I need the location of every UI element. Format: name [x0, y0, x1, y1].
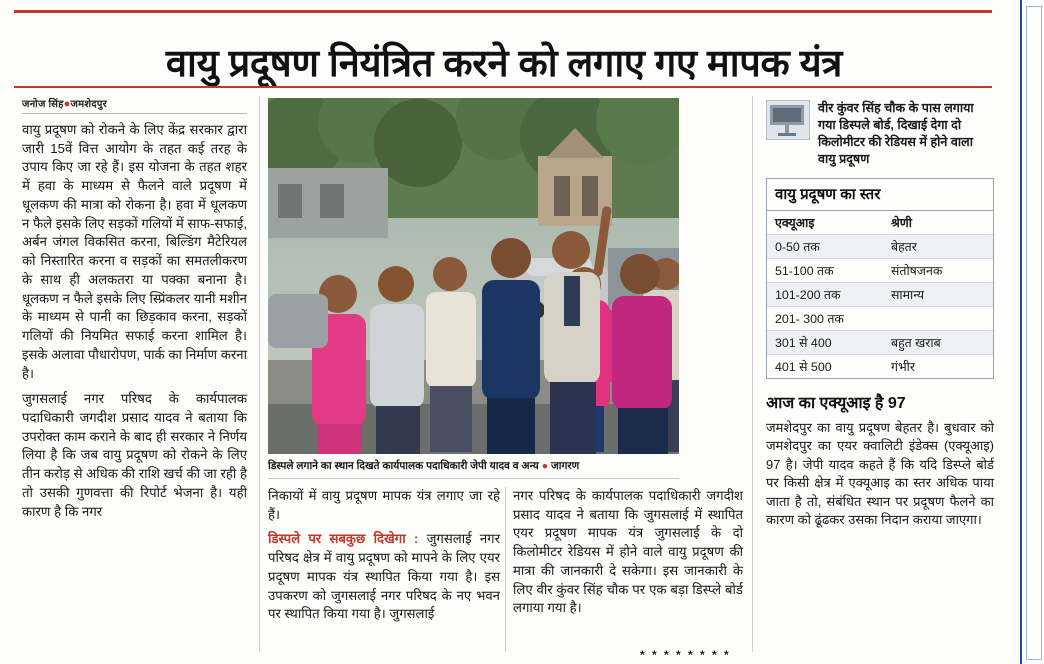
right-column — [766, 100, 994, 536]
cell-category: बेहतर — [891, 240, 917, 254]
cell-range: 201- 300 तक — [775, 312, 844, 326]
display-board-icon — [766, 100, 810, 140]
table-row — [767, 307, 993, 331]
credit-dot: ● — [541, 460, 549, 472]
cell-range: 401 से 500 — [775, 360, 832, 374]
table-row — [767, 283, 993, 307]
table-header-row — [767, 211, 993, 235]
column-header-aqi: एक्यूआइ — [775, 216, 815, 230]
table-row — [767, 331, 993, 355]
cell-range: 301 से 400 — [775, 336, 832, 350]
cell-range: 51-100 तक — [775, 264, 834, 278]
table-row — [767, 259, 993, 283]
paragraph: जुगसलाई नगर परिषद के कार्यपालक पदाधिकारी जगदीश प्रसाद यादव ने बताया कि उपरोक्त काम कराने के बाद ही सरकार ने निर्णय लिया है कि जब वायु प्रदूषण को रोकने के लिए तीन करोड़ से अधिक की राशि खर्च की जा रही है तो उसकी गुणवत्ता की रिपोर्ट भेजना है। यही कारण है कि नगर — [22, 391, 247, 519]
column-divider-left — [259, 96, 260, 652]
today-aqi-heading: आज का एक्यूआइ है 97 — [766, 395, 906, 412]
page-edge-strip — [1020, 0, 1044, 664]
cell-category: संतोषजनक — [891, 264, 943, 278]
kicker-text: वीर कुंवर सिंह चौक के पास लगाया गया डिस्पले बोर्ड, दिखाई देगा दो किलोमीटर की रेडियस में होने वाला वायु प्रदूषण — [818, 101, 974, 166]
lede-text: डिस्पले पर सबकुछ दिखेगा : — [268, 531, 419, 547]
paragraph: जमशेदपुर का वायु प्रदूषण बेहतर है। बुधवार को जमशेदपुर का एयर क्वालिटी इंडेक्स (एक्यूआइ) 97 है। जेपी यादव कहते हैं कि यदि डिस्प्ले बोर्ड पर किसी क्षेत्र में एक्यूआइ का स्तर अधिक पाया जाता है तो, संबंधित स्थान पर प्रदूषण फैलने का कारण को ढूंढकर उसका निदान कराया जाएगा। — [766, 420, 994, 528]
byline-divider — [22, 113, 247, 114]
table-row — [767, 235, 993, 259]
cell-category: बहुत खराब — [891, 336, 941, 350]
byline-place: जमशेदपुर — [70, 99, 107, 110]
aqi-table — [766, 178, 994, 379]
footer-marks: * * * * * * * * — [640, 648, 731, 662]
byline-dot: ● — [63, 98, 71, 110]
news-photo — [268, 98, 679, 454]
cell-range: 101-200 तक — [775, 288, 841, 302]
paragraph: वायु प्रदूषण को रोकने के लिए केंद्र सरकार द्वारा जारी 15वें वित्त आयोग के तहत कई तरह के उपाय किए जा रहे हैं। इस योजना के तहत शहर में हवा के माध्यम से फैलने वाले प्रदूषण में धूलकण की मात्रा को रोकना है। हवा में धूलकण न फैले इसके लिए सड़कों गलियों में साफ-सफाई, अर्बन जंगल विकसित करना, बिल्डिंग मैटेरियल को निस्तारित करना व सड़कों का समतलीकरण के साथ ही अलकतरा या पक्का बनाना है। धूलकण न फैले इसके लिए स्प्रिंकलर यानी मशीन के माध्यम से पानी का छिड़काव करना, सड़कों गलियों की नियमित सफाई करना शामिल है। इसके अलावा पौधारोपण, पार्क का निर्माण करना है। — [22, 122, 248, 381]
column-header-category: श्रेणी — [891, 216, 912, 230]
middle-column-left — [268, 487, 500, 630]
left-column-body — [22, 121, 247, 521]
left-column — [22, 96, 247, 528]
cell-category — [885, 307, 993, 330]
table-row — [767, 355, 993, 378]
byline-author: जनोज सिंह — [22, 99, 64, 110]
column-divider-mid — [505, 487, 506, 652]
caption-divider — [268, 478, 679, 479]
right-column-body — [766, 419, 994, 530]
paragraph: नगर परिषद के कार्यपालक पदाधिकारी जगदीश प्रसाद यादव ने बताया कि जुगसलाई में स्थापित एयर प्रदूषण मापक यंत्र जुगसलाई के दो किलोमीटर रेडियस में होने वाले वायु प्रदूषण की मात्रा की जानकारी दे सकेगा। इस जानकारी के लिए वीर कुंवर सिंह चौक पर एक बड़ा डिस्प्ले बोर्ड लगाया गया है। — [513, 488, 743, 616]
cell-range: 0-50 तक — [775, 240, 820, 254]
cell-category: गंभीर — [891, 360, 915, 374]
headline-rule — [14, 86, 992, 88]
aqi-table-title: वायु प्रदूषण का स्तर — [767, 179, 993, 211]
column-divider-right — [752, 96, 753, 652]
byline — [22, 96, 247, 110]
page-title: वायु प्रदूषण नियंत्रित करने को लगाए गए मापक यंत्र — [165, 43, 843, 86]
photo-credit: जागरण — [550, 460, 580, 472]
photo-caption — [268, 459, 679, 473]
photo-caption-text: डिस्पले लगाने का स्थान दिखते कार्यपालक पदाधिकारी जेपी यादव व अन्य — [268, 460, 539, 472]
lede-body: जुगसलाई नगर परिषद क्षेत्र में वायु प्रदूषण को मापने के लिए एयर प्रदूषण मापक यंत्र स्थापित किया गया है। इस उपकरण को जुगसलाई नगर परिषद के नए भवन पर स्थापित किया गया है। जुगसलाई — [268, 531, 501, 622]
cell-category: सामान्य — [891, 288, 925, 302]
top-rule — [14, 10, 992, 13]
kicker-block — [766, 100, 994, 168]
page-edge-inner — [1026, 6, 1042, 660]
paragraph: निकायों में वायु प्रदूषण मापक यंत्र लगाए जा रहे हैं। — [268, 488, 500, 522]
middle-column-right — [513, 487, 743, 624]
paragraph-with-lede — [268, 530, 500, 624]
